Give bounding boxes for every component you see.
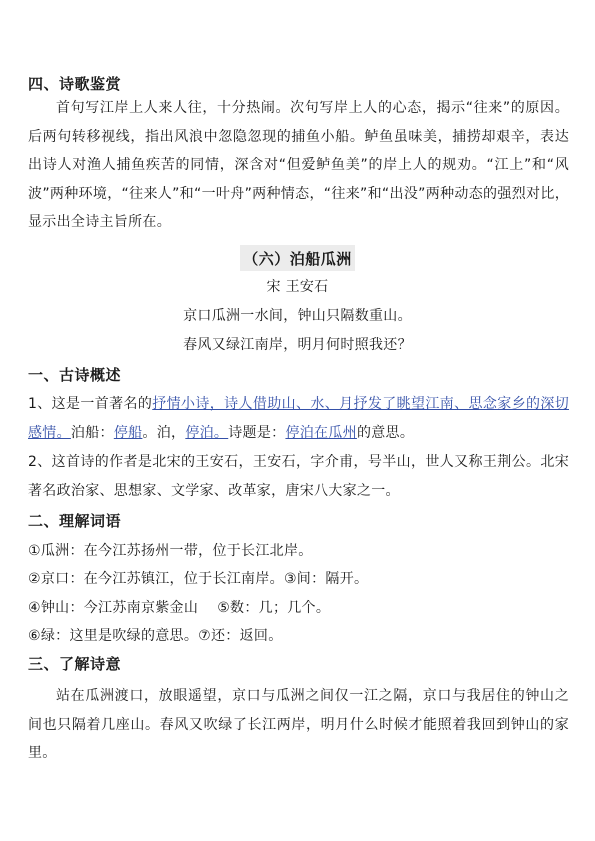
overview-link-anchor[interactable]: 停泊。	[185, 424, 229, 441]
vocab-line-2: ②京口：在今江苏镇江，位于长江南岸。③间：隔开。	[28, 571, 369, 587]
overview-link-moor[interactable]: 停船	[113, 424, 143, 441]
overview-item-2: 2、这首诗的作者是北宋的王安石，王安石，字介甫，号半山，世人又称王荆公。北宋著名政治家、思想家、文学家、改革家，唐宋八大家之一。	[28, 454, 569, 499]
vocab-line-1: ①瓜洲：在今江苏扬州一带，位于长江北岸。	[28, 543, 313, 559]
overview-item-1-suffix: 的意思。	[356, 424, 415, 441]
overview-item-1-mid-3: 诗题是：	[228, 424, 286, 441]
poem-line-2: 春风又绿江南岸，明月何时照我还？	[183, 337, 412, 353]
meaning-paragraph: 站在瓜洲渡口，放眼遥望，京口与瓜洲之间仅一江之隔，京口与我居住的钟山之间也只隔着几座山。春风又吹绿了长江两岸，明月什么时候才能照着我回到钟山的家里。	[28, 688, 569, 761]
poem-author: 宋 王安石	[266, 279, 329, 295]
section-heading-meaning: 三、了解诗意	[28, 655, 122, 673]
overview-item-1-mid-1: 泊船：	[70, 424, 114, 441]
poem-title-box	[240, 245, 355, 271]
overview-link-lyric[interactable]: 抒情小诗，诗人借助山、水、月抒发了眺望江南、思念家乡的深切感情。	[28, 396, 569, 441]
poem-title: （六）泊船瓜洲	[243, 249, 352, 268]
vocab-line-3: ④钟山：今江苏南京紫金山 ⑤数：几；几个。	[28, 600, 331, 616]
vocab-line-4: ⑥绿：这里是吹绿的意思。⑦还：返回。	[28, 628, 283, 644]
section-heading-vocabulary: 二、理解词语	[28, 512, 122, 530]
overview-link-guazhou[interactable]: 停泊在瓜州	[285, 424, 357, 441]
section-heading-overview: 一、古诗概述	[28, 366, 122, 384]
appreciation-paragraph: 首句写江岸上人来人往，十分热闹。次句写岸上人的心态，揭示“往来”的原因。后两句转移视线，指出风浪中忽隐忽现的捕鱼小船。鲈鱼虽味美，捕捞却艰辛，表达出诗人对渔人捕鱼疾苦的同情，深含对“但爱鲈鱼美”的岸上人的规劝。“江上”和“风波”两种环境，“往来人”和“一叶舟”两种情态，“往来”和“出没”两种动态的强烈对比，显示出全诗主旨所在。	[28, 100, 569, 230]
poem-line-1: 京口瓜洲一水间，钟山只隔数重山。	[183, 308, 412, 324]
overview-item-1	[28, 390, 569, 447]
overview-item-1-mid-2: 。泊，	[142, 424, 186, 441]
section-heading-appreciation: 四、诗歌鉴赏	[28, 75, 122, 93]
overview-item-1-prefix: 1、这是一首著名的	[28, 396, 153, 412]
